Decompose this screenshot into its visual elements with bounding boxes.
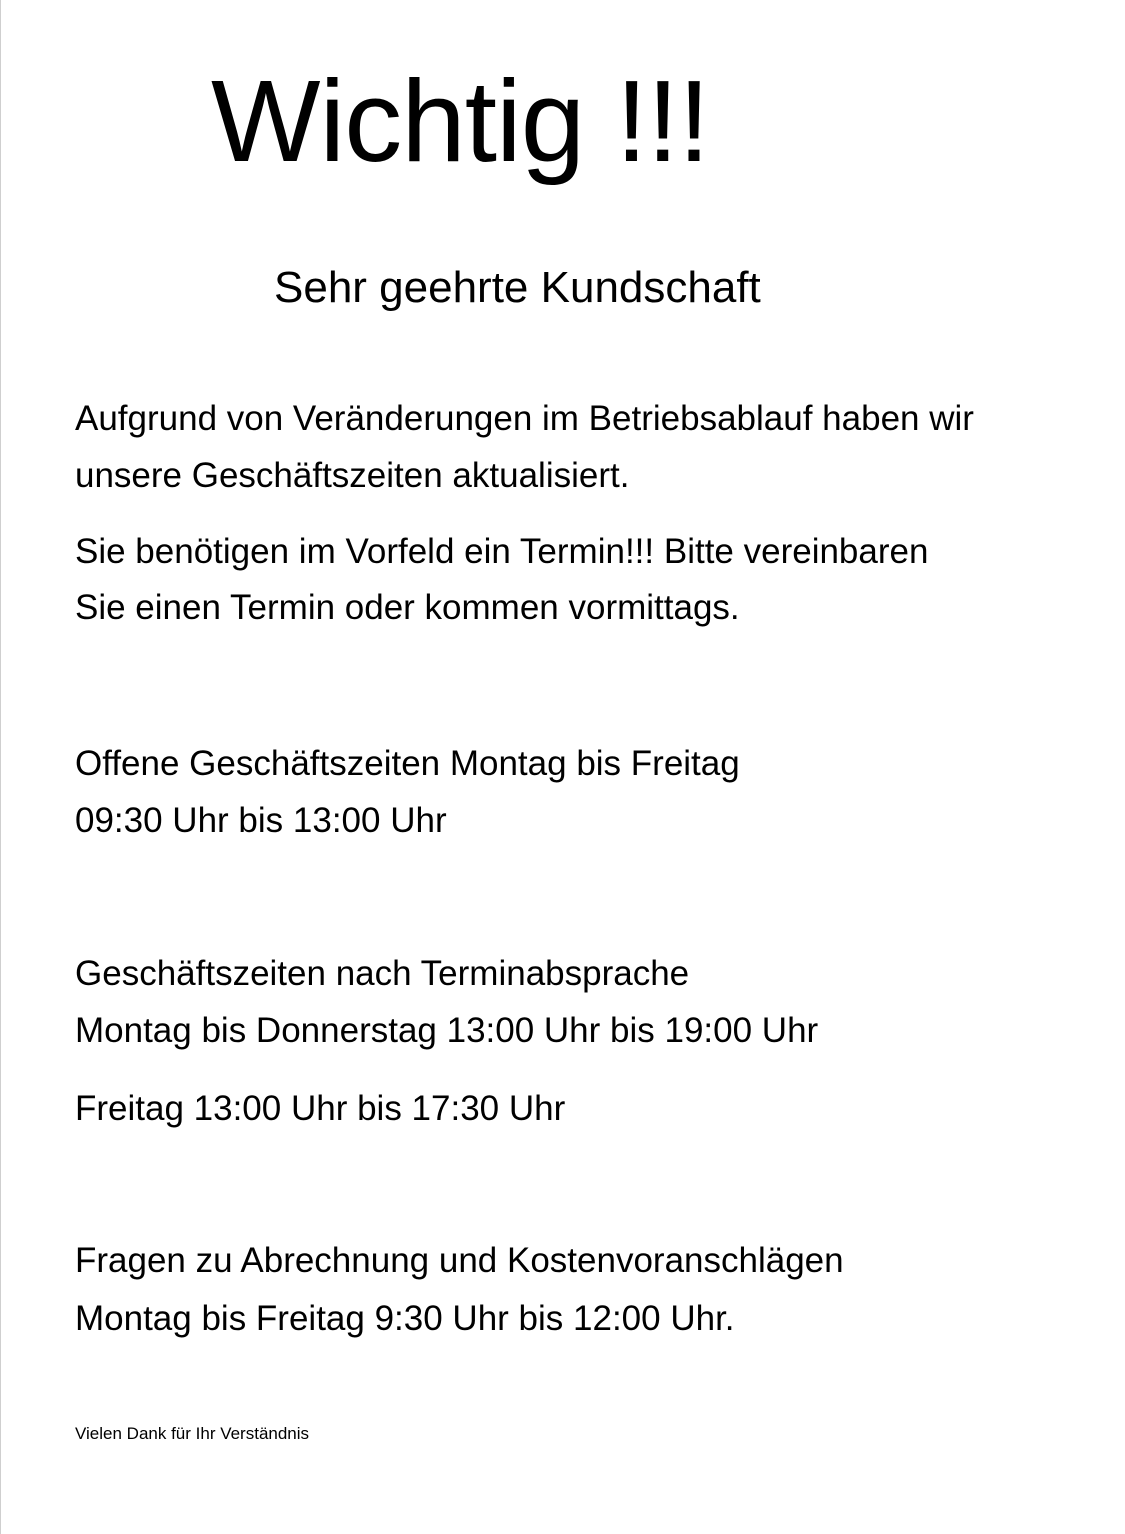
intro-line-1: Aufgrund von Veränderungen im Betriebsablauf haben wir bbox=[75, 399, 974, 438]
open-hours-time: 09:30 Uhr bis 13:00 Uhr bbox=[75, 801, 447, 840]
appointment-hours-label: Geschäftszeiten nach Terminabsprache bbox=[75, 954, 690, 993]
appointment-line-2: Sie einen Termin oder kommen vormittags. bbox=[75, 588, 740, 627]
open-hours-label: Offene Geschäftszeiten Montag bis Freitag bbox=[75, 744, 740, 783]
notice-heading: Wichtig !!! bbox=[211, 56, 710, 186]
footer-thanks: Vielen Dank für Ihr Verständnis bbox=[75, 1424, 310, 1443]
appointment-line-1: Sie benötigen im Vorfeld ein Termin!!! Bitte vereinbaren bbox=[75, 532, 929, 571]
billing-label: Fragen zu Abrechnung und Kostenvoranschlägen bbox=[75, 1241, 844, 1280]
billing-time: Montag bis Freitag 9:30 Uhr bis 12:00 Uhr. bbox=[75, 1299, 735, 1338]
salutation: Sehr geehrte Kundschaft bbox=[274, 263, 761, 312]
appointment-hours-fri: Freitag 13:00 Uhr bis 17:30 Uhr bbox=[75, 1089, 566, 1128]
appointment-hours-mon-thu: Montag bis Donnerstag 13:00 Uhr bis 19:00 Uhr bbox=[75, 1011, 819, 1050]
intro-line-2: unsere Geschäftszeiten aktualisiert. bbox=[75, 456, 630, 495]
